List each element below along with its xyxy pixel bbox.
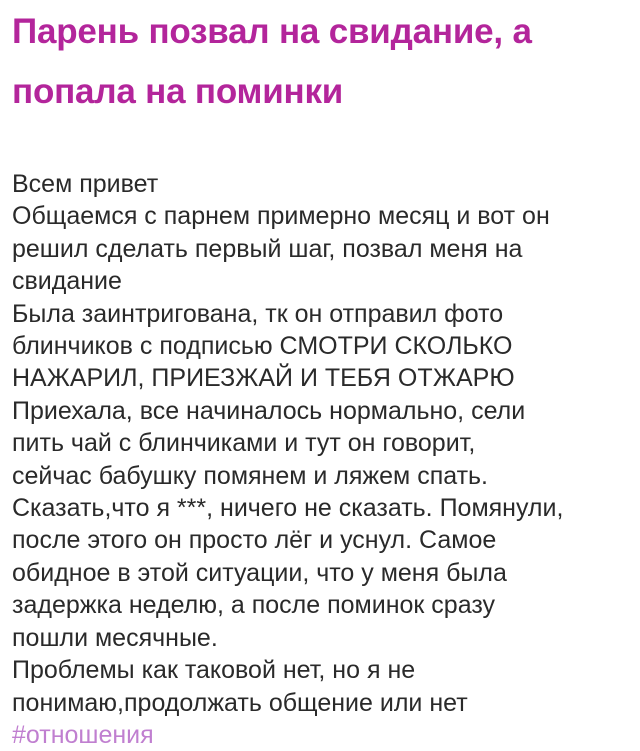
post-line: Была заинтригована, тк он отправил фото	[12, 299, 504, 328]
hashtag-link[interactable]: #отношения	[12, 720, 154, 749]
post-line: сейчас бабушку помянем и ляжем спать.	[12, 461, 489, 490]
post-line: пить чай с блинчиками и тут он говорит,	[12, 429, 476, 458]
post-line: понимаю,продолжать общение или нет	[12, 688, 468, 717]
post-line: обидное в этой ситуации, что у меня была	[12, 558, 507, 587]
post-line: пошли месячные.	[12, 623, 218, 652]
post-line: Общаемся с парнем примерно месяц и вот он	[12, 202, 550, 231]
post-line: Проблемы как таковой нет, но я не	[12, 656, 416, 685]
post-title: Парень позвал на свидание, а попала на поминки	[12, 12, 532, 111]
post-line: свидание	[12, 267, 122, 296]
post-line: решил сделать первый шаг, позвал меня на	[12, 234, 523, 263]
post-line: НАЖАРИЛ, ПРИЕЗЖАЙ И ТЕБЯ ОТЖАРЮ	[12, 364, 515, 393]
post-line: Всем привет	[12, 170, 159, 198]
post-line: Приехала, все начиналось нормально, сели	[12, 396, 526, 425]
post-line: Сказать,что я ***, ничего не сказать. Помянули,	[12, 494, 564, 523]
post-line: задержка неделю, а после поминок сразу	[12, 591, 495, 620]
post-line: блинчиков с подписью СМОТРИ СКОЛЬКО	[12, 332, 513, 361]
post-body	[12, 168, 624, 751]
post-line: после этого он просто лёг и уснул. Самое	[12, 526, 497, 555]
